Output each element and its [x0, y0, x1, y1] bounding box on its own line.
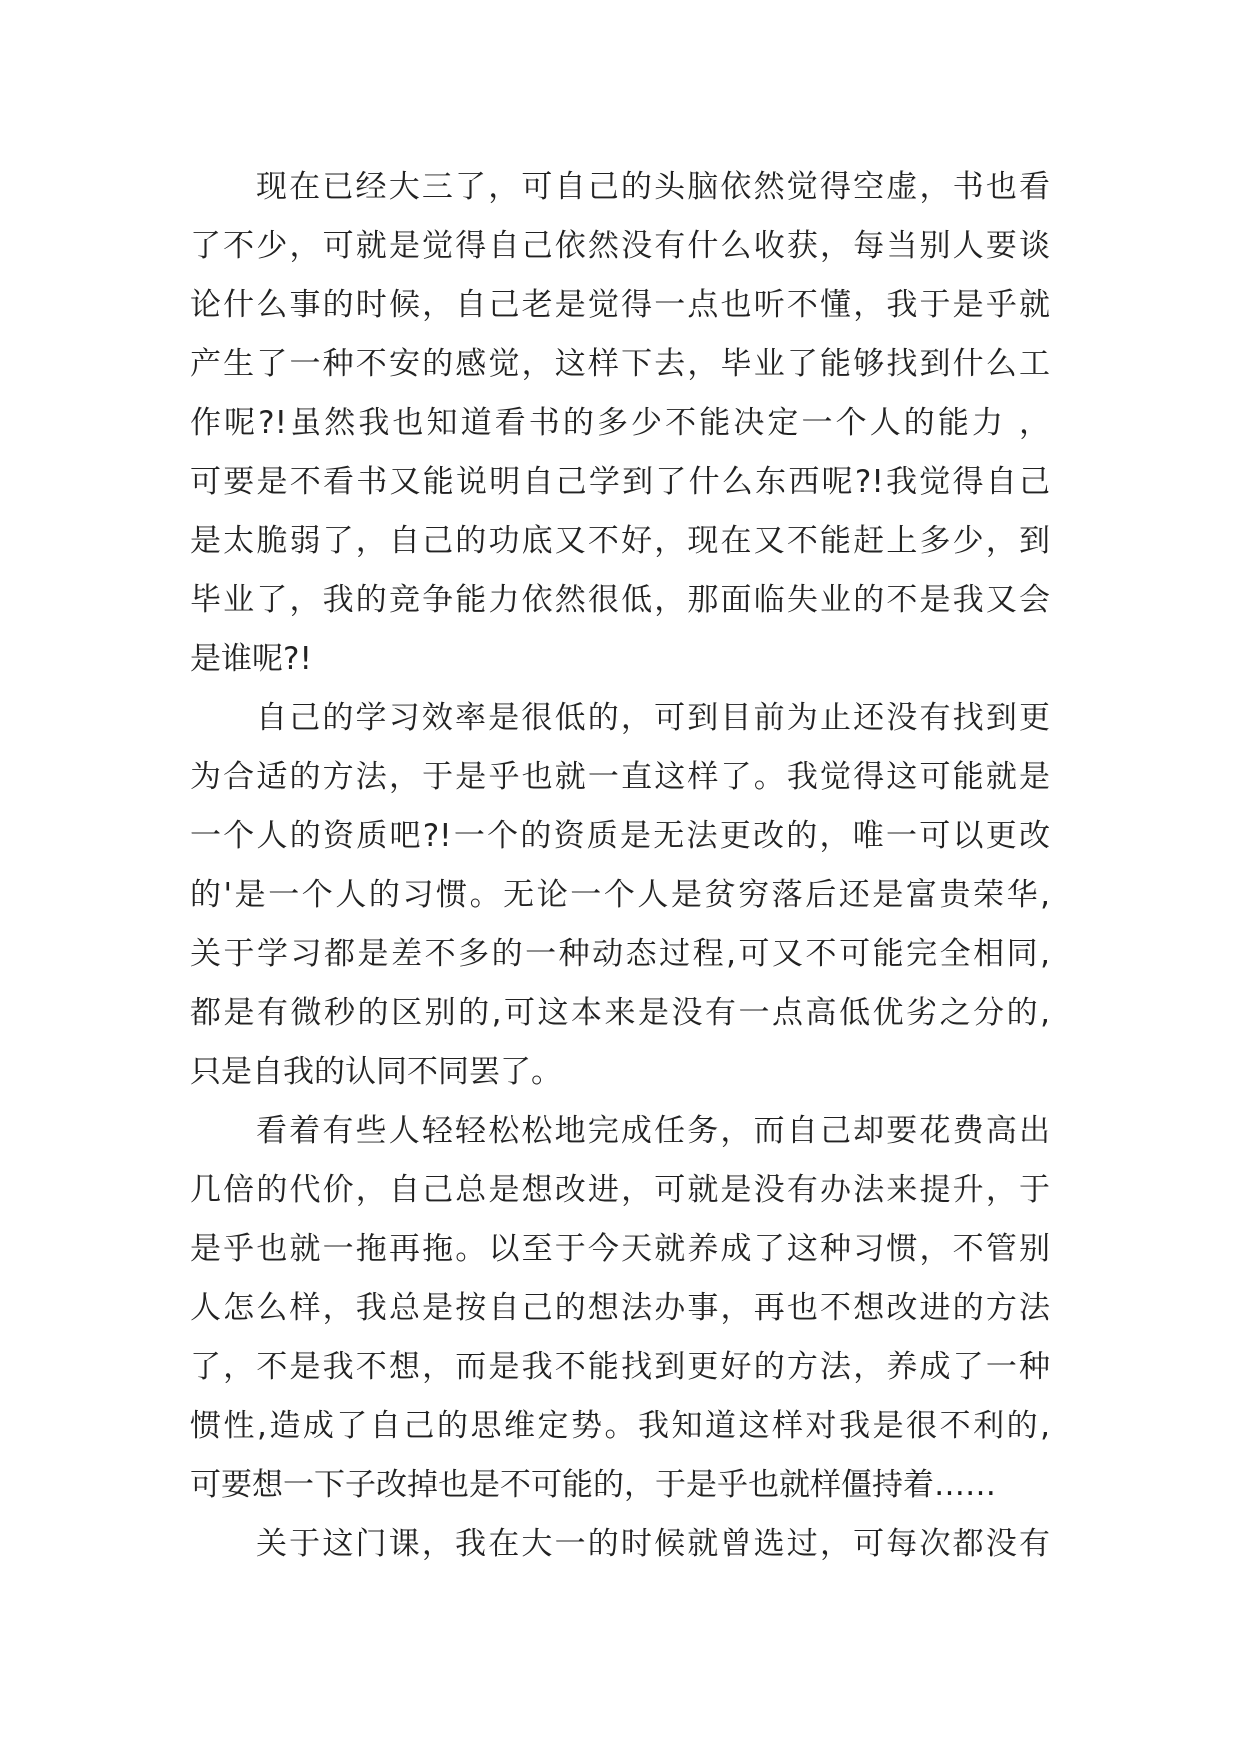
- text-line: 的'是一个人的习惯。无论一个人是贫穷落后还是富贵荣华,: [190, 877, 1050, 913]
- text-line: 惯性,造成了自己的思维定势。我知道这样对我是很不利的,: [190, 1408, 1050, 1444]
- text-line: 了不少，可就是觉得自己依然没有什么收获，每当别人要谈: [190, 228, 1050, 264]
- text-line: 产生了一种不安的感觉，这样下去，毕业了能够找到什么工: [190, 346, 1050, 382]
- text-line: 自己的学习效率是很低的，可到目前为止还没有找到更: [256, 700, 1050, 736]
- text-line: 关于学习都是差不多的一种动态过程,可又不可能完全相同,: [190, 936, 1050, 972]
- paragraph-3: [190, 1102, 1050, 1515]
- text-line: 现在已经大三了，可自己的头脑依然觉得空虚，书也看: [256, 169, 1050, 205]
- text-line: 可要是不看书又能说明自己学到了什么东西呢?!我觉得自己: [190, 464, 1050, 500]
- text-line: 为合适的方法，于是乎也就一直这样了。我觉得这可能就是: [190, 759, 1050, 795]
- paragraph-1: [190, 158, 1050, 689]
- paragraph-4: [190, 1515, 1050, 1574]
- text-line: 是乎也就一拖再拖。以至于今天就养成了这种习惯，不管别: [190, 1231, 1050, 1267]
- text-line: 了，不是我不想，而是我不能找到更好的方法，养成了一种: [190, 1349, 1050, 1385]
- text-line: 是太脆弱了，自己的功底又不好，现在又不能赶上多少，到: [190, 523, 1050, 559]
- paragraph-2: [190, 689, 1050, 1102]
- document-body: [190, 158, 1050, 1574]
- text-line: 论什么事的时候，自己老是觉得一点也听不懂，我于是乎就: [190, 287, 1050, 323]
- text-line: 关于这门课，我在大一的时候就曾选过，可每次都没有: [256, 1526, 1050, 1562]
- text-line: 作呢?!虽然我也知道看书的多少不能决定一个人的能力 ，: [190, 405, 1050, 441]
- text-line: 人怎么样，我总是按自己的想法办事，再也不想改进的方法: [190, 1290, 1050, 1326]
- text-line: 是谁呢?!: [190, 641, 312, 677]
- text-line: 一个人的资质吧?!一个的资质是无法更改的，唯一可以更改: [190, 818, 1050, 854]
- text-line: 毕业了，我的竞争能力依然很低，那面临失业的不是我又会: [190, 582, 1050, 618]
- text-line: 都是有微秒的区别的,可这本来是没有一点高低优劣之分的,: [190, 995, 1050, 1031]
- text-line: 看着有些人轻轻松松地完成任务，而自己却要花费高出: [256, 1113, 1050, 1149]
- text-line: 只是自我的认同不同罢了。: [190, 1054, 562, 1090]
- text-line: 可要想一下子改掉也是不可能的，于是乎也就样僵持着……: [190, 1467, 996, 1503]
- text-line: 几倍的代价，自己总是想改进，可就是没有办法来提升，于: [190, 1172, 1050, 1208]
